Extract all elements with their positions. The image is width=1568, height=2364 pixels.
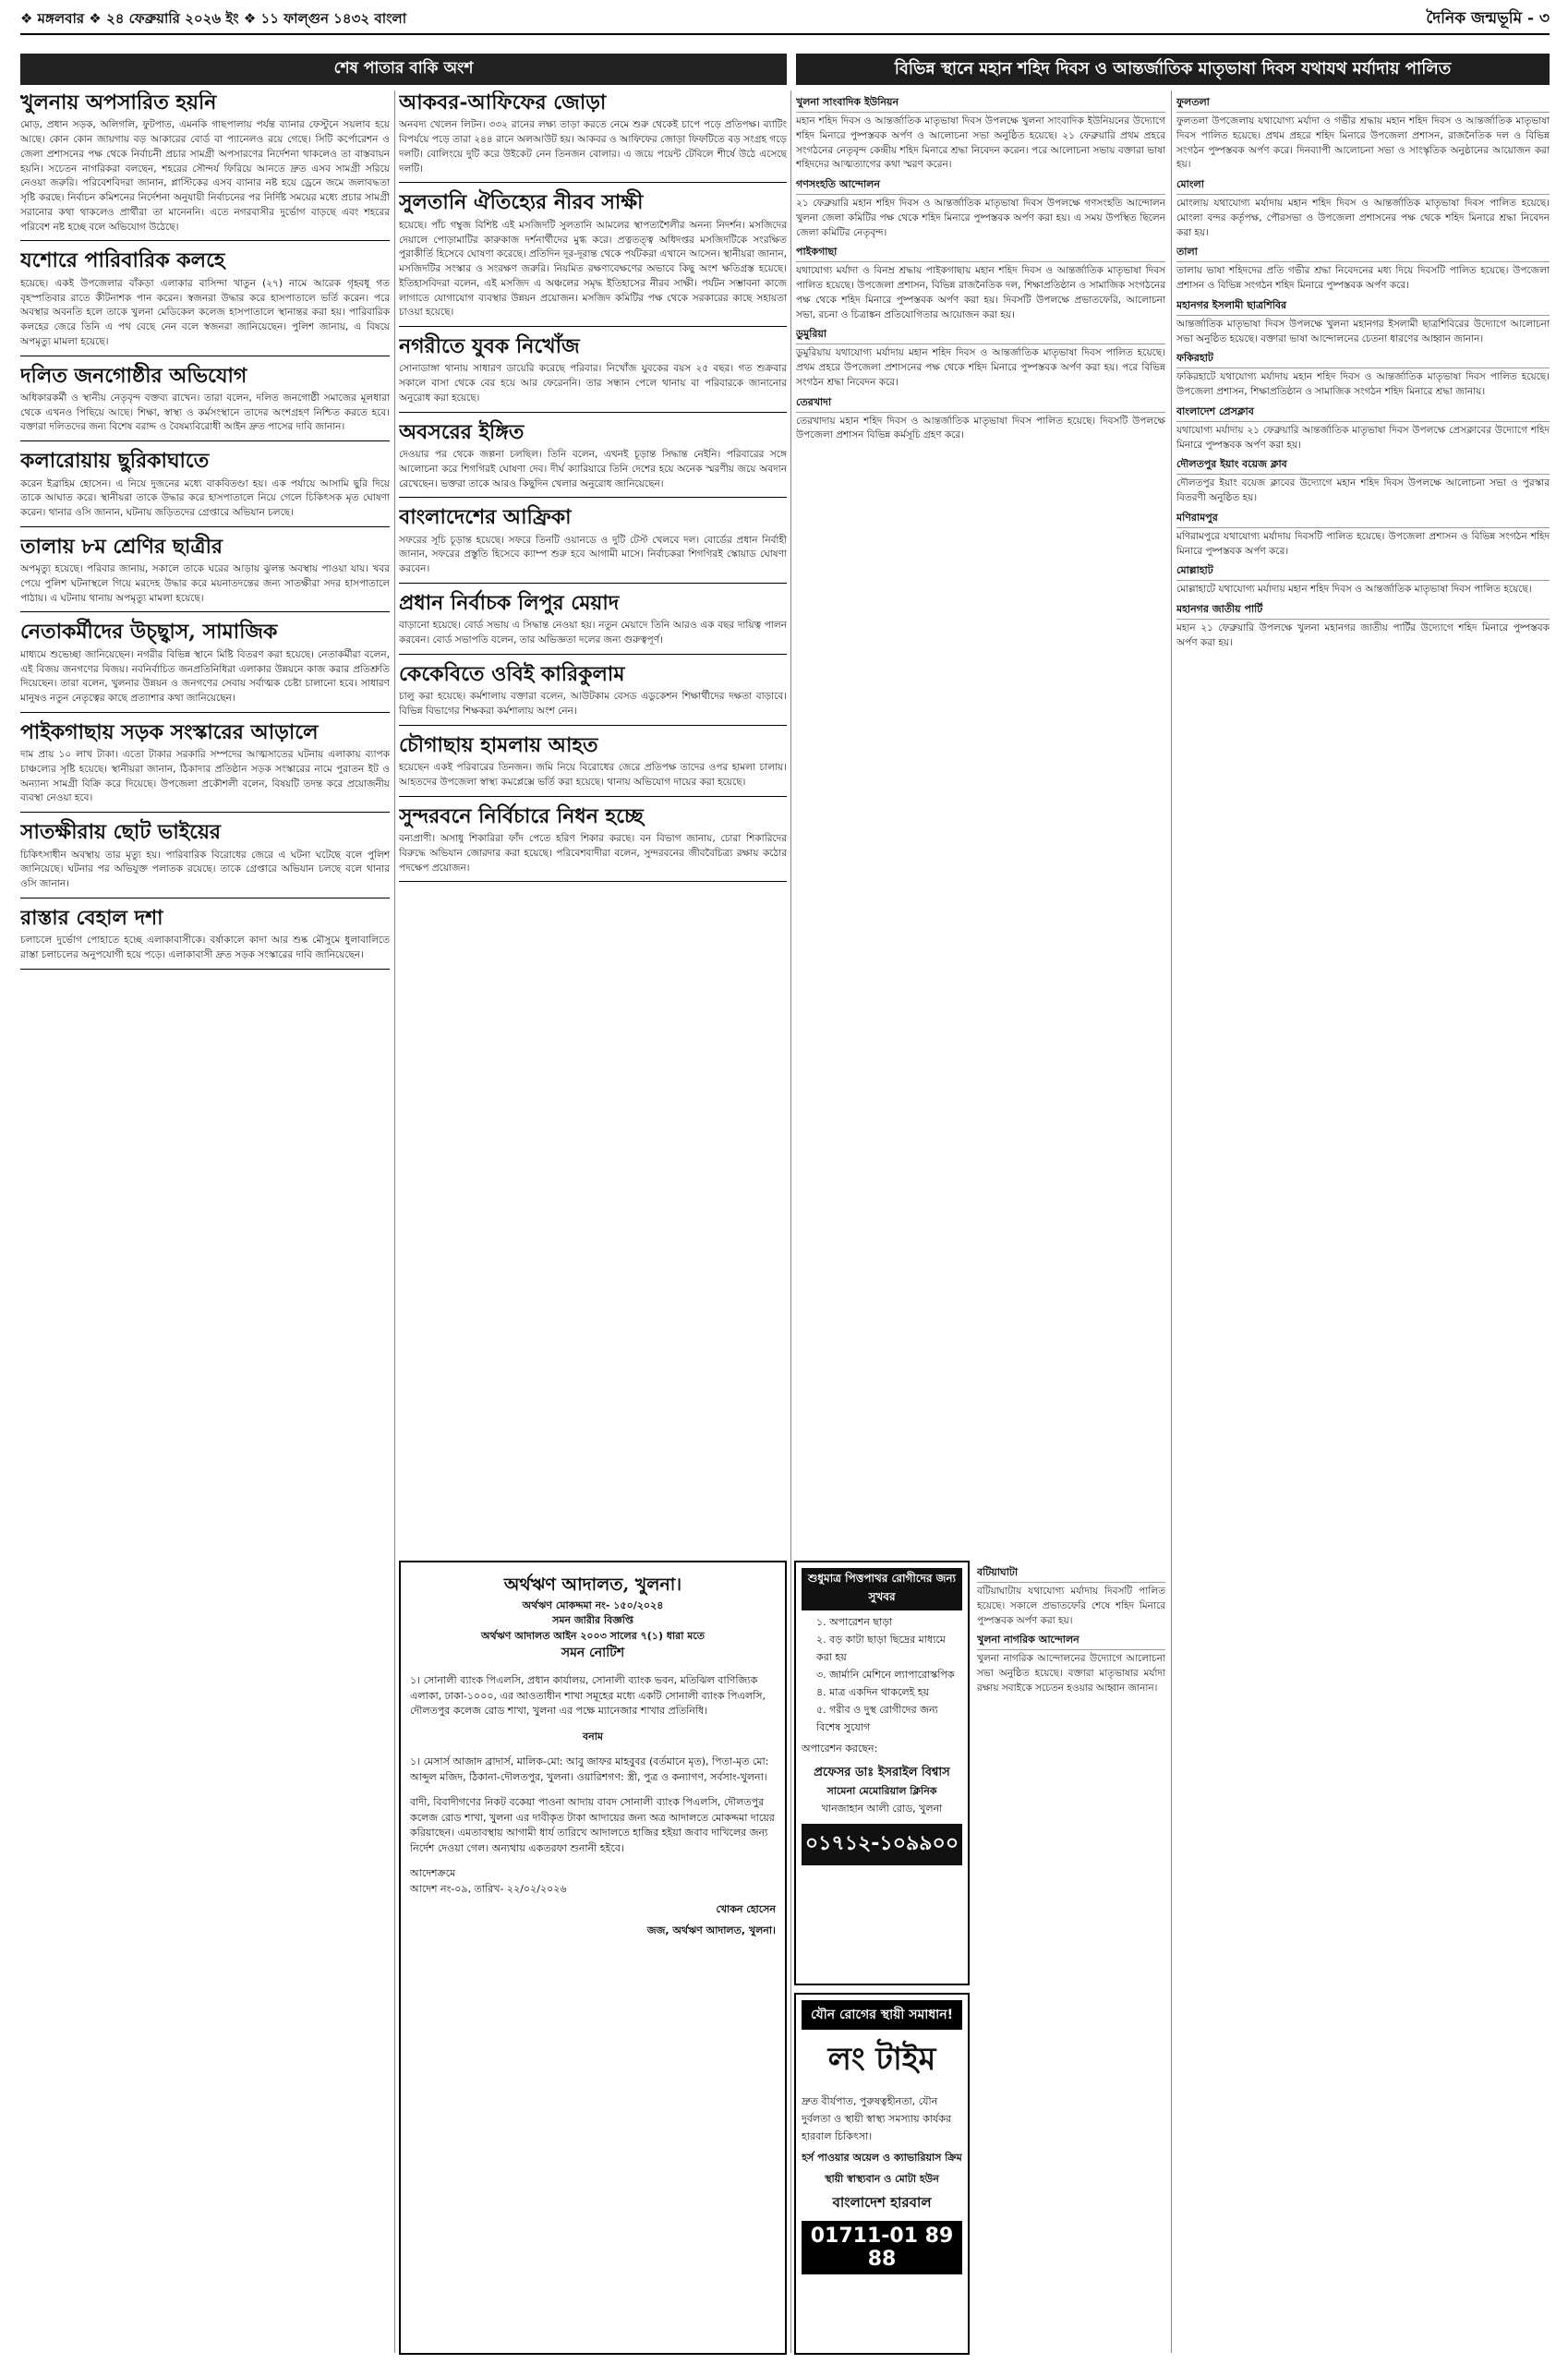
article: [20, 620, 390, 712]
report-subhead: তালা: [1176, 244, 1550, 262]
article: [399, 190, 787, 327]
article-headline: তালায় ৮ম শ্রেণির ছাত্রীর: [20, 534, 223, 559]
article-body: সফরের সূচি চূড়ান্ত হয়েছে। সফরে তিনটি ওয়ানডে ও দুটি টেস্ট খেলবে দল। বোর্ডের প্রধান নির্বাহী জানান, সফরের প্রস্তুতি হিসেবে ক্যাম্প শুরু হবে আগামী মাসে। নির্বাচকরা শিগগিরই স্কোয়াড ঘোষণা করবেন।: [399, 534, 787, 575]
article-divider: [399, 583, 787, 584]
notice-judge-title: জজ, অর্থঋণ আদালত, খুলনা।: [646, 1924, 776, 1936]
article: [20, 449, 390, 527]
article-body: চলাচলে দুর্ভোগ পোহাতে হচ্ছে এলাকাবাসীকে। বর্ষাকালে কাদা আর শুষ্ক মৌসুমে ধুলাবালিতে রাস্তা চলাচলের অনুপযোগী হয়ে পড়ে। এলাকাবাসী দ্রুত সড়ক সংস্কারের দাবি জানিয়েছেন।: [20, 935, 390, 961]
article-divider: [20, 240, 390, 241]
clinic-name: সামেনা মেমোরিয়াল ক্লিনিক: [826, 1785, 937, 1797]
report-body: যথাযোগ্য মর্যাদায় ২১ ফেব্রুয়ারি আন্তর্জাতিক মাতৃভাষা দিবস উপলক্ষে প্রেসক্লাবের উদ্যোগে শহিদ মিনারে পুষ্পস্তবক অর্পণ করা হয়।: [1176, 424, 1550, 451]
article: [399, 733, 787, 797]
clinic-address: খানজাহান আলী রোড, খুলনা: [821, 1803, 943, 1815]
herbal-cream: হর্স পাওয়ার অয়েল ও ক্যাভারিয়াস ক্রিম: [802, 2152, 962, 2164]
article-headline: নগরীতে যুবক নিখোঁজ: [399, 334, 580, 359]
clinic-ad-item: ২. বড় কাটা ছাড়া ছিদ্রের মাধ্যমে করা হয়: [816, 1634, 946, 1663]
article: [20, 720, 390, 813]
article: [399, 90, 787, 183]
notice-body: বাদী, বিবাদীগণের নিকট বকেয়া পাওনা আদায় বাবদ সোনালী ব্যাংক পিএলসি, দৌলতপুর কলেজ রোড শাখা, খুলনা এর দাবীকৃত টাকা আদায়ের জন্য অত্র আদালতে মোকদ্দমা দায়ের করিয়াছেন। এমতাবস্থায় আগামী ধার্য তারিখে আদালতে হাজির হইয়া জবাব দাখিলের জন্য নির্দেশ দেওয়া গেল। অন্যথায় একতরফা শুনানী হইবে।: [410, 1796, 775, 1854]
report-subhead: দৌলতপুর ইয়াং বয়েজ ক্লাব: [1176, 456, 1550, 475]
article-headline: খুলনায় অপসারিত হয়নি: [20, 90, 217, 115]
article-body: অপমৃত্যু হয়েছে। পরিবার জানায়, সকালে তাকে ঘরের আড়ায় ঝুলন্ত অবস্থায় পাওয়া যায়। খবর পেয়ে পুলিশ ঘটনাস্থলে গিয়ে মরদেহ উদ্ধার করে ময়নাতদন্তের জন্য সাতক্ষীরা সদর হাসপাতালে পাঠায়। এ ঘটনায় থানায় অপমৃত্যু মামলা হয়েছে।: [20, 563, 390, 604]
report-subhead: খুলনা নাগরিক আন্দোলন: [977, 1632, 1165, 1650]
article-body: মোড়, প্রধান সড়ক, অলিগলি, ফুটপাত, এমনকি গাছপালায় পর্যন্ত ব্যানার ফেস্টুনে সয়লাব হয়ে আছে। কোন কোন জায়গায় বড় আকারের বোর্ড বা প্যানেলও রয়ে গেছে। সিটি কর্পোরেশন ও জেলা প্রশাসনের পক্ষ থেকে নির্বাচনী প্রচার সামগ্রী অপসারণের নির্দেশনা থাকলেও তা বাস্তবায়ন হয়নি। সচেতন নাগরিকরা বলছেন, শহরের সৌন্দর্য ফিরিয়ে আনতে দ্রুত এসব সামগ্রী সরিয়ে নেওয়া জরুরি। পরিবেশবিদরা জানান, প্লাস্টিকের এসব ব্যানার নষ্ট হয়ে ড্রেনে জমে জলাবদ্ধতা সৃষ্টি করছে। নির্বাচন কমিশনের নির্দেশনা অনুযায়ী নির্বাচনের পর নির্দিষ্ট সময়ের মধ্যে প্রচার সামগ্রী সরানোর কথা থাকলেও প্রার্থীরা তা মানেননি। এতে নগরবাসীর দুর্ভোগ বাড়ছে এবং শহরের পরিবেশ নষ্ট হচ্ছে বলে অভিযোগ উঠেছে।: [20, 119, 390, 233]
article-divider: [399, 654, 787, 655]
article-divider: [399, 182, 787, 183]
article-headline: কেকেবিতে ওবিই কারিকুলাম: [399, 661, 625, 686]
report-body: তালায় ভাষা শহিদদের প্রতি গভীর শ্রদ্ধা নিবেদনের মধ্য দিয়ে দিবসটি পালিত হয়েছে। উপজেলা প্রশাসন ও বিভিন্ন সংগঠন শহিদ মিনারে পুষ্পস্তবক অর্পণ করে।: [1176, 265, 1550, 291]
article-body: হয়েছেন একই পরিবারের তিনজন। জমি নিয়ে বিরোধের জেরে প্রতিপক্ষ তাদের ওপর হামলা চালায়। আহতদের উপজেলা স্বাস্থ্য কমপ্লেক্সে ভর্তি করা হয়েছে। থানায় অভিযোগ দায়ের করা হয়েছে।: [399, 762, 787, 788]
notice-defendants: ১। মেসার্স আজাদ ব্রাদার্স, মালিক-মো: আবু জাফর মাহবুবর (বর্তমানে মৃত), পিতা-মৃত মো: আব্দুল মজিদ, ঠিকানা-দৌলতপুর, খুলনা। ওয়ারিশগণ: স্ত্রী, পুত্র ও কন্যাগণ, সর্বসাং-খুলনা।: [410, 1755, 769, 1783]
article-divider: [20, 611, 390, 612]
report-subhead: খুলনা সাংবাদিক ইউনিয়ন: [796, 94, 1165, 113]
report-subhead: মহানগর জাতীয় পার্টি: [1176, 601, 1550, 620]
report-body: মহান শহিদ দিবস ও আন্তর্জাতিক মাতৃভাষা দিবস উপলক্ষে খুলনা সাংবাদিক ইউনিয়নের উদ্যোগে শহিদ মিনারে পুষ্পস্তবক অর্পণ ও আলোচনা সভা অনুষ্ঠিত হয়েছে। ২১ ফেব্রুয়ারি প্রথম প্রহরে সংগঠনের নেতৃবৃন্দ কেন্দ্রীয় শহিদ মিনারে শ্রদ্ধা নিবেদন করেন। পরে আলোচনা সভায় বক্তারা ভাষা শহিদদের আত্মত্যাগের কথা স্মরণ করেন।: [796, 115, 1165, 171]
date-line: ❖ মঙ্গলবার ❖ ২৪ ফেব্রুয়ারি ২০২৬ ইং ❖ ১১ ফাল্গুন ১৪৩২ বাংলা: [20, 9, 407, 27]
article-headline: বাংলাদেশের আফ্রিকা: [399, 505, 572, 530]
article-body: সোনাডাঙ্গা থানায় সাধারণ ডায়েরি করেছে পরিবার। নিখোঁজ যুবকের বয়স ২৫ বছর। গত শুক্রবার সকালে বাসা থেকে বের হয়ে আর ফেরেননি। তার সন্ধান পেলে থানায় বা পরিবারকে জানানোর অনুরোধ করা হয়েছে।: [399, 363, 787, 404]
report-subhead: মোল্লাহাট: [1176, 562, 1550, 581]
article-divider: [20, 898, 390, 899]
report-body: ফকিরহাটে যথাযোগ্য মর্যাদায় মহান শহিদ দিবস ও আন্তর্জাতিক মাতৃভাষা দিবস পালিত হয়েছে। উপজেলা প্রশাসন, শিক্ষাপ্রতিষ্ঠান ও সামাজিক সংগঠন শহিদ মিনারে শ্রদ্ধা জানায়।: [1176, 371, 1550, 397]
clinic-advertisement: [794, 1561, 970, 1985]
article-body: দেওয়ার পর থেকে জল্পনা চলছিল। তিনি বলেন, এখনই চূড়ান্ত সিদ্ধান্ত নেইনি। পরিবারের সঙ্গে আলোচনা করে শিগগিরই ঘোষণা দেব। দীর্ঘ ক্যারিয়ারে তিনি দেশের হয়ে অনেক স্মরণীয় জয়ে অবদান রেখেছেন। ভক্তরা তাকে আরও কিছুদিন খেলার অনুরোধ জানিয়েছেন।: [399, 449, 787, 489]
article-headline: সুন্দরবনে নির্বিচারে নিধন হচ্ছে: [399, 803, 644, 828]
article-divider: [399, 881, 787, 882]
report-subhead: মহানগর ইসলামী ছাত্রশিবির: [1176, 297, 1550, 316]
article: [399, 591, 787, 655]
masthead: [20, 6, 1550, 35]
article: [399, 662, 787, 726]
article-body: মাধ্যমে শুভেচ্ছা জানিয়েছেন। নগরীর বিভিন্ন স্থানে মিষ্টি বিতরণ করা হয়েছে। নেতাকর্মীরা বলেন, এই বিজয় জনগণের বিজয়। নবনির্বাচিত জনপ্রতিনিধিরা এলাকার উন্নয়নে কাজ করার প্রতিশ্রুতি দিয়েছেন। তারা বলেন, খুলনার উন্নয়ন ও জনগণের সেবায় সর্বাত্মক চেষ্টা চালানো হবে। সাধারণ মানুষও নতুন নেতৃত্বের কাছে প্রত্যাশার কথা জানিয়েছেন।: [20, 648, 390, 705]
herbal-company: বাংলাদেশ হারবাল: [832, 2194, 932, 2211]
notice-judge: খোকন হোসেন: [716, 1903, 776, 1915]
report-body: মোল্লাহাটে যথাযোগ্য মর্যাদায় মহান শহিদ দিবস ও আন্তর্জাতিক মাতৃভাষা দিবস পালিত হয়েছে।: [1176, 584, 1532, 596]
clinic-ad-item: ১. অপারেশন ছাড়া: [816, 1616, 893, 1628]
report-body: দৌলতপুর ইয়াং বয়েজ ক্লাবের উদ্যোগে মহান শহিদ দিবস উপলক্ষে আলোচনা সভা ও পুরস্কার বিতরণী অনুষ্ঠিত হয়।: [1176, 477, 1550, 503]
report-body: মহান ২১ ফেব্রুয়ারি উপলক্ষে খুলনা মহানগর জাতীয় পার্টির উদ্যোগে শহিদ মিনারে পুষ্পস্তবক অর্পণ করা হয়।: [1176, 622, 1550, 648]
report-subhead: পাইকগাছা: [796, 244, 1165, 262]
report-body: ফুলতলা উপজেলায় যথাযোগ্য মর্যাদা ও গভীর শ্রদ্ধায় মহান শহিদ দিবস ও আন্তর্জাতিক মাতৃভাষা দিবস পালিত হয়েছে। প্রথম প্রহরে শহিদ মিনারে উপজেলা প্রশাসন, রাজনৈতিক দল ও বিভিন্ন সংগঠন পুষ্পস্তবক অর্পণ করে। দিনব্যাপী আলোচনা সভা ও সাংস্কৃতিক অনুষ্ঠানের আয়োজন করা হয়।: [1176, 115, 1550, 171]
notice-plaintiff: ১। সোনালী ব্যাংক পিএলসি, প্রধান কার্যালয়, সোনালী ব্যাংক ভবন, মতিঝিল বাণিজ্যিক এলাকা, ঢাকা-১০০০, এর আওতাধীন শাখা সমূহের মধ্যে একটি সোনালী ব্যাংক পিএলসি, দৌলতপুর কলেজ রোড শাখা, খুলনা এর পক্ষে ম্যানেজার শাখার প্রতিনিধি।: [410, 1674, 766, 1717]
herbal-ad-title: যৌন রোগের স্থায়ী সমাধান!: [802, 2000, 962, 2030]
herbal-phone: 01711-01 89 88: [802, 2221, 962, 2274]
report-body: ডুমুরিয়ায় যথাযোগ্য মর্যাদায় মহান শহিদ দিবস ও আন্তর্জাতিক মাতৃভাষা দিবস পালিত হয়েছে। প্রথম প্রহরে উপজেলা প্রশাসনের পক্ষ থেকে শহিদ মিনারে পুষ্পস্তবক অর্পণ করা হয়। পরে বিভিন্ন সংগঠন শ্রদ্ধা নিবেদন করে।: [796, 347, 1165, 388]
report-body: মণিরামপুরে যথাযোগ্য মর্যাদায় দিবসটি পালিত হয়েছে। উপজেলা প্রশাসন ও বিভিন্ন সংগঠন শহিদ মিনারে পুষ্পস্তবক অর্পণ করে।: [1176, 530, 1550, 557]
report-subhead: ডুমুরিয়া: [796, 326, 1165, 344]
page-brand: দৈনিক জন্মভূমি - ৩: [1426, 9, 1550, 28]
clinic-doctor-label: অপারেশন করছেন:: [802, 1743, 878, 1755]
article-body: করেন ইব্রাহিম হোসেন। এ নিয়ে দুজনের মধ্যে বাকবিতণ্ডা হয়। এক পর্যায়ে আসামি ছুরি দিয়ে তাকে আঘাত করে। স্থানীয়রা তাকে উদ্ধার করে হাসপাতালে নিয়ে গেলে চিকিৎসক মৃত ঘোষণা করেন। থানার ওসি জানান, ঘটনায় জড়িতদের গ্রেপ্তারে অভিযান চলছে।: [20, 477, 390, 519]
column-2: [399, 90, 787, 1554]
article: [20, 906, 390, 970]
notice-case: অর্থঋণ মোকদ্দমা নং- ১৫০/২০২৪: [522, 1598, 664, 1611]
clinic-doctor: প্রফেসর ডাঃ ইসরাইল বিশ্বাস: [814, 1766, 950, 1779]
report-subhead: মণিরামপুর: [1176, 510, 1550, 528]
clinic-ad-item: ৫. গরীব ও দুস্থ রোগীদের জন্য বিশেষ সুযোগ: [816, 1704, 938, 1733]
report-subhead: তেরখাদা: [796, 394, 1165, 413]
article: [20, 364, 390, 442]
article-body: চিকিৎসাধীন অবস্থায় তার মৃত্যু হয়। পারিবারিক বিরোধের জেরে এ ঘটনা ঘটেছে বলে পুলিশ জানিয়েছে। ঘটনার পর অভিযুক্ত পলাতক রয়েছে। তাকে গ্রেপ্তারে অভিযান চলছে বলে থানার ওসি জানান।: [20, 849, 390, 890]
report-body: মোংলায় যথাযোগ্য মর্যাদায় মহান শহিদ দিবস ও আন্তর্জাতিক মাতৃভাষা দিবস পালিত হয়েছে। মোংলা বন্দর কর্তৃপক্ষ, পৌরসভা ও উপজেলা প্রশাসনের পক্ষ থেকে শহিদ মিনারে শ্রদ্ধা নিবেদন করা হয়।: [1176, 198, 1550, 238]
report-body: খুলনা নাগরিক আন্দোলনের উদ্যোগে আলোচনা সভা অনুষ্ঠিত হয়েছে। বক্তারা মাতৃভাষার মর্যাদা রক্ষায় সবাইকে সচেতন হওয়ার আহ্বান জানান।: [977, 1653, 1165, 1694]
article: [20, 820, 390, 899]
article-body: হয়েছে। পাঁচ গম্বুজ বিশিষ্ট এই মসজিদটি সুলতানি আমলের স্থাপত্যশৈলীর অনন্য নিদর্শন। মসজিদের দেয়ালে পোড়ামাটির কারুকাজ দর্শনার্থীদের মুগ্ধ করে। প্রত্নতত্ত্ব অধিদপ্তর মসজিদটিকে সংরক্ষিত পুরাকীর্তি হিসেবে ঘোষণা করেছে। প্রতিদিন দূর-দূরান্ত থেকে পর্যটকরা এখানে আসেন। স্থানীয়রা জানান, মসজিদটির সংস্কার ও সংরক্ষণ জরুরি। নিয়মিত রক্ষণাবেক্ষণের অভাবে কিছু অংশ ক্ষতিগ্রস্ত হয়েছে। ইতিহাসবিদরা বলেন, এই মসজিদ এ অঞ্চলের সমৃদ্ধ ইতিহাসের নীরব সাক্ষী। পর্যটন সম্ভাবনা কাজে লাগাতে যোগাযোগ ব্যবস্থার উন্নয়ন প্রয়োজন। মসজিদ কমিটির পক্ষ থেকে সরকারের কাছে সহায়তা চাওয়া হয়েছে।: [399, 219, 787, 319]
article-headline: নেতাকর্মীদের উচ্ছ্বাস, সামাজিক: [20, 620, 278, 645]
report-subhead: বাংলাদেশ প্রেসক্লাব: [1176, 404, 1550, 422]
article: [399, 505, 787, 584]
clinic-ad-item: ৩. জার্মানি মেশিনে ল্যাপারোস্কপিক: [816, 1669, 955, 1681]
report-subhead: ফকিরহাট: [1176, 350, 1550, 368]
article: [399, 420, 787, 499]
clinic-ad-item: ৪. মাত্র একদিন থাকলেই হয়: [816, 1686, 930, 1698]
column-divider: [790, 90, 791, 2353]
clinic-ad-title: শুধুমাত্র পিত্তপাথর রোগীদের জন্য সুখবর: [802, 1568, 962, 1610]
clinic-ad-list: [802, 1614, 962, 1737]
article-divider: [399, 796, 787, 797]
article: [399, 334, 787, 413]
article: [20, 90, 390, 241]
article-divider: [399, 497, 787, 498]
article-divider: [20, 526, 390, 527]
report-body: বটিয়াঘাটায় যথাযোগ্য মর্যাদায় দিবসটি পালিত হয়েছে। সকালে প্রভাতফেরি শেষে শহিদ মিনারে পুষ্পস্তবক অর্পণ করা হয়।: [977, 1586, 1165, 1626]
article-headline: চৌগাছায় হামলায় আহত: [399, 732, 598, 757]
article-divider: [20, 440, 390, 441]
column-3-lower: [977, 1561, 1165, 2355]
article-headline: অবসরের ইঙ্গিত: [399, 419, 525, 444]
article-body: অধিকারকর্মী ও স্থানীয় নেতৃবৃন্দ বক্তব্য রাখেন। তারা বলেন, দলিত জনগোষ্ঠী সমাজের মূলধারা থেকে এখনও পিছিয়ে আছে। শিক্ষা, স্বাস্থ্য ও কর্মসংস্থানে তাদের অংশগ্রহণ নিশ্চিত করতে হবে। বক্তারা দলিতদের জন্য বিশেষ বরাদ্দ ও বৈষম্যবিরোধী আইন দ্রুত পাসের দাবি জানান।: [20, 392, 390, 433]
article-divider: [20, 969, 390, 970]
notice-subtitle: সমন জারীর বিজ্ঞপ্তি: [552, 1614, 633, 1626]
article-headline: প্রধান নির্বাচক লিপুর মেয়াদ: [399, 590, 620, 615]
report-subhead: ফুলতলা: [1176, 94, 1550, 113]
article-body: চালু করা হয়েছে। কর্মশালায় বক্তারা বলেন, আউটকাম বেসড এডুকেশন শিক্ষার্থীদের দক্ষতা বাড়াবে। বিভিন্ন বিভাগের শিক্ষকরা কর্মশালায় অংশ নেন।: [399, 691, 787, 717]
article-headline: কলারোয়ায় ছুরিকাঘাতে: [20, 449, 210, 474]
report-body: তেরখাদায় মহান শহিদ দিবস ও আন্তর্জাতিক মাতৃভাষা দিবস পালিত হয়েছে। দিবসটি উপলক্ষে উপজেলা প্রশাসন বিভিন্ন কর্মসূচি গ্রহণ করে।: [796, 415, 1165, 441]
notice-vs: বনাম: [583, 1730, 603, 1743]
article-divider: [399, 725, 787, 726]
article: [399, 804, 787, 883]
notice-title: অর্থঋণ আদালত, খুলনা।: [503, 1574, 682, 1595]
report-body: যথাযোগ্য মর্যাদা ও বিনম্র শ্রদ্ধায় পাইকগাছায় মহান শহিদ দিবস ও আন্তর্জাতিক মাতৃভাষা দিবস পালিত হয়েছে। উপজেলা প্রশাসন, বিভিন্ন রাজনৈতিক দল, শিক্ষাপ্রতিষ্ঠান ও সামাজিক সংগঠনের পক্ষ থেকে শহিদ মিনারে পুষ্পস্তবক অর্পণ করা হয়। দিবসটি উপলক্ষে প্রভাতফেরি, আলোচনা সভা, রচনা ও চিত্রাঙ্কন প্রতিযোগিতার আয়োজন করা হয়।: [796, 265, 1165, 320]
report-subhead: গণসংহতি আন্দোলন: [796, 176, 1165, 195]
article-headline: রাস্তার বেহাল দশা: [20, 905, 163, 930]
article-body: দাম প্রায় ১০ লাখ টাকা। এতো টাকার সরকারি সম্পদের আত্মসাতের ঘটনায় এলাকায় ব্যাপক চাঞ্চল্যের সৃষ্টি হয়েছে। স্থানীয়রা জানান, ঠিকাদার প্রতিষ্ঠান সড়ক সংস্কারের নামে পুরাতন ইট ও অন্যান্য সামগ্রী বিক্রি করে দিয়েছে। উপজেলা প্রকৌশলী বলেন, বিষয়টি তদন্ত করে প্রয়োজনীয় ব্যবস্থা নেওয়া হবে।: [20, 749, 390, 804]
article-headline: আকবর-আফিফের জোড়া: [399, 90, 607, 115]
article-body: অনবদ্য খেলেন লিটন। ৩৩২ রানের লক্ষ্য তাড়া করতে নেমে শুরু থেকেই চাপে পড়ে প্রতিপক্ষ। ব্যাটিং বিপর্যয়ে পড়ে তারা ২৪৪ রানে অলআউট হয়। আকবর ও আফিফের জোড়া ফিফটিতে বড় সংগ্রহ গড়ে দলটি। বোলিংয়ে দুটি করে উইকেট নেন তিনজন বোলার। এ জয়ে পয়েন্ট টেবিলে শীর্ষে উঠে এসেছে দলটি।: [399, 119, 787, 175]
article-headline: যশোরে পারিবারিক কলহে: [20, 248, 225, 273]
article-headline: সাতক্ষীরায় ছোট ভাইয়ের: [20, 820, 222, 845]
herbal-advertisement: [794, 1993, 970, 2355]
column-divider: [394, 90, 395, 2353]
column-divider: [1171, 90, 1172, 2353]
article-divider: [20, 712, 390, 713]
herbal-brand: লং টাইম: [827, 2041, 936, 2078]
article-divider: [399, 412, 787, 413]
herbal-desc: দ্রুত বীর্যপাত, পুরুষত্বহীনতা, যৌন দুর্বলতা ও স্থায়ী স্বাস্থ্য সমস্যায় কার্যকর হারবাল চিকিৎসা।: [802, 2095, 952, 2142]
report-body: ২১ ফেব্রুয়ারি মহান শহিদ দিবস ও আন্তর্জাতিক মাতৃভাষা দিবস উপলক্ষে গণসংহতি আন্দোলন খুলনা জেলা কমিটির পক্ষ থেকে শহিদ মিনারে পুষ্পস্তবক অর্পণ করা হয়। এ সময় উপস্থিত ছিলেন জেলা কমিটির নেতৃবৃন্দ।: [796, 198, 1165, 238]
clinic-phone: ০১৭১২-১০৯৯০০: [802, 1824, 962, 1865]
article-body: বাড়ানো হয়েছে। বোর্ড সভায় এ সিদ্ধান্ত নেওয়া হয়। নতুন মেয়াদে তিনি আরও এক বছর দায়িত্ব পালন করবেন। বোর্ড সভাপতি বলেন, তার অভিজ্ঞতা দলের জন্য গুরুত্বপূর্ণ।: [399, 620, 787, 646]
article-headline: দলিত জনগোষ্ঠীর অভিযোগ: [20, 363, 247, 388]
section-banner-left: শেষ পাতার বাকি অংশ: [20, 54, 787, 85]
article-headline: সুলতানি ঐতিহ্যের নীরব সাক্ষী: [399, 190, 644, 215]
report-subhead: বটিয়াঘাটা: [977, 1564, 1165, 1583]
article-body: হয়েছে। একই উপজেলার বাঁকড়া এলাকার বাসিন্দা খাতুন (২৭) নামে আরেক গৃহবধূ গত বৃহস্পতিবার রাতে কীটনাশক পান করেন। স্বজনরা উদ্ধার করে হাসপাতালে ভর্তি করেন। পরে অবস্থার অবনতি হলে তাকে খুলনা মেডিকেল কলেজ হাসপাতালে স্থানান্তর করা হয়। পারিবারিক কলহের জেরে তিনি এ পথ বেছে নেন বলে স্বজনরা জানিয়েছেন। পুলিশ জানায়, এ বিষয়ে অপমৃত্যু মামলা হয়েছে।: [20, 277, 390, 347]
article: [20, 535, 390, 613]
article-body: বন্যপ্রাণী। অসাধু শিকারিরা ফাঁদ পেতে হরিণ শিকার করছে। বন বিভাগ জানায়, চোরা শিকারিদের বিরুদ্ধে অভিযান জোরদার করা হয়েছে। পরিবেশবাদীরা বলেন, সুন্দরবনের জীববৈচিত্র্য রক্ষায় কঠোর পদক্ষেপ প্রয়োজন।: [399, 833, 787, 874]
notice-law: অর্থঋণ আদালত আইন ২০০৩ সালের ৭(১) ধারা মতে: [480, 1629, 706, 1642]
report-body: আন্তর্জাতিক মাতৃভাষা দিবস উপলক্ষে খুলনা মহানগর ইসলামী ছাত্রশিবিরের উদ্যোগে আলোচনা সভা অনুষ্ঠিত হয়েছে। বক্তারা ভাষা আন্দোলনের চেতনা ধারণের আহ্বান জানান।: [1176, 318, 1550, 344]
notice-heading: সমন নোটিশ: [561, 1646, 625, 1660]
report-subhead: মোংলা: [1176, 176, 1550, 195]
herbal-offer: স্থায়ী স্বাস্থ্যবান ও মোটা হউন: [825, 2173, 939, 2185]
column-4: [1176, 90, 1550, 2353]
court-notice: [399, 1561, 787, 2355]
article-headline: পাইকগাছায় সড়ক সংস্কারের আড়ালে: [20, 719, 319, 744]
article-divider: [399, 326, 787, 327]
article: [20, 248, 390, 356]
column-1: [20, 90, 390, 2353]
article-divider: [20, 812, 390, 813]
column-3: [796, 90, 1165, 1554]
notice-date: আদেশ নং-০৯, তারিখ- ২২/০২/২০২৬: [410, 1882, 567, 1895]
section-banner-right: বিভিন্ন স্থানে মহান শহিদ দিবস ও আন্তর্জাতিক মাতৃভাষা দিবস যথাযথ মর্যাদায় পালিত: [796, 54, 1550, 85]
notice-order: আদেশক্রমে: [410, 1867, 456, 1879]
